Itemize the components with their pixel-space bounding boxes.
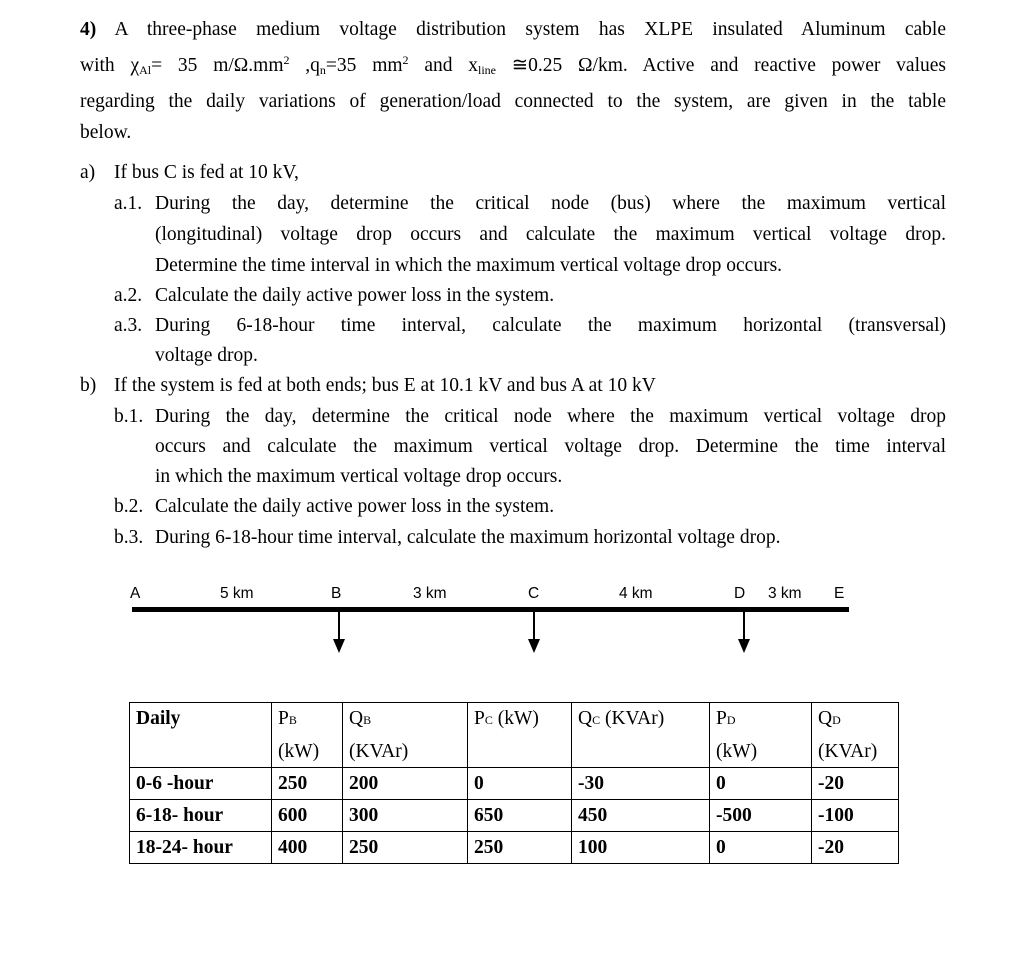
bus-e-label: E: [834, 585, 845, 602]
load-c-arrow-icon: [528, 639, 540, 653]
part-b1-line1: During the day, determine the critical node where the maximum vertical voltage drop: [155, 406, 946, 427]
part-a2-text: Calculate the daily active power loss in the system.: [155, 285, 555, 306]
cell-qd: -20: [812, 832, 899, 864]
part-a3-label: a.3.: [114, 315, 143, 336]
cell-pb: 400: [272, 832, 343, 864]
cell-pb: 600: [272, 800, 343, 832]
problem-statement: [80, 14, 946, 148]
cell-pc: 0: [468, 768, 572, 800]
cell-qc: 100: [572, 832, 710, 864]
cell-qd: -20: [812, 768, 899, 800]
bus-b-label: B: [331, 585, 342, 602]
intro-line-3: regarding the daily variations of generation/load connected to the system, are given in the table: [80, 91, 946, 112]
cell-pb: 250: [272, 768, 343, 800]
chi-symbol: χ: [130, 55, 140, 76]
part-a3-line1: During 6-18-hour time interval, calculate the maximum horizontal (transversal): [155, 315, 946, 336]
header-qc: QC (KVAr): [572, 703, 710, 768]
header-qb: QB (KVAr): [343, 703, 468, 768]
intro-line-1: 4) A three-phase medium voltage distribution system has XLPE insulated Aluminum cable: [80, 19, 946, 40]
cell-qb: 250: [343, 832, 468, 864]
intro-line-2: with $\chi_{Al}= 35$ $m/\Omega.mm^2$ $,q_n=35$ $mm^2$ and $x_{line}$ ≅0.25 Ω/km. Active and reactive power values: [80, 53, 946, 77]
header-qd: QD (KVAr): [812, 703, 899, 768]
load-c-arrow-stem: [533, 612, 535, 642]
cell-qc: 450: [572, 800, 710, 832]
segment-cd-length: 4 km: [619, 585, 653, 602]
part-b1-line2: occurs and calculate the maximum vertical voltage drop. Determine the time interval: [155, 436, 946, 457]
part-a1-line2: (longitudinal) voltage drop occurs and calculate the maximum vertical voltage drop.: [155, 224, 946, 245]
part-b1-label: b.1.: [114, 406, 144, 427]
part-a1-line3: Determine the time interval in which the maximum vertical voltage drop occurs.: [155, 255, 783, 276]
power-table: [129, 702, 899, 864]
cell-period: 18-24- hour: [130, 832, 272, 864]
cell-period: 6-18- hour: [130, 800, 272, 832]
intro-line-4: below.: [80, 122, 132, 143]
cell-pd: -500: [710, 800, 812, 832]
problem-number: 4): [80, 19, 97, 40]
part-a1-label: a.1.: [114, 193, 143, 214]
segment-de-length: 3 km: [768, 585, 802, 602]
part-b2-text: Calculate the daily active power loss in the system.: [155, 496, 555, 517]
part-b3-label: b.3.: [114, 527, 144, 548]
part-b3-text: During 6-18-hour time interval, calculate the maximum horizontal voltage drop.: [155, 527, 781, 548]
part-a-label: a): [80, 162, 96, 183]
cell-pc: 650: [468, 800, 572, 832]
segment-bc-length: 3 km: [413, 585, 447, 602]
table-row: [130, 768, 899, 800]
table-row: [130, 800, 899, 832]
bus-d-label: D: [734, 585, 746, 602]
part-a1-line1: During the day, determine the critical node (bus) where the maximum vertical: [155, 193, 946, 214]
cell-pd: 0: [710, 768, 812, 800]
part-b1-line3: in which the maximum vertical voltage drop occurs.: [155, 466, 563, 487]
segment-ab-length: 5 km: [220, 585, 254, 602]
table-header-row: [130, 703, 899, 768]
bus-a-label: A: [130, 585, 141, 602]
cell-qb: 300: [343, 800, 468, 832]
cell-qb: 200: [343, 768, 468, 800]
load-d-arrow-icon: [738, 639, 750, 653]
cell-qc: -30: [572, 768, 710, 800]
part-a-text: If bus C is fed at 10 kV,: [114, 162, 299, 183]
bus-c-label: C: [528, 585, 540, 602]
part-b-label: b): [80, 375, 97, 396]
table-row: [130, 832, 899, 864]
load-b-arrow-stem: [338, 612, 340, 642]
cell-qd: -100: [812, 800, 899, 832]
cell-period: 0-6 -hour: [130, 768, 272, 800]
header-pb: PB (kW): [272, 703, 343, 768]
feeder-line: [132, 607, 849, 612]
part-a2-label: a.2.: [114, 285, 143, 306]
header-pc: PC (kW): [468, 703, 572, 768]
load-b-arrow-icon: [333, 639, 345, 653]
cell-pd: 0: [710, 832, 812, 864]
part-a3-line2: voltage drop.: [155, 345, 258, 366]
cell-pc: 250: [468, 832, 572, 864]
part-b2-label: b.2.: [114, 496, 144, 517]
header-pd: PD (kW): [710, 703, 812, 768]
load-d-arrow-stem: [743, 612, 745, 642]
part-b-text: If the system is fed at both ends; bus E at 10.1 kV and bus A at 10 kV: [114, 375, 656, 396]
header-daily: Daily: [130, 703, 272, 768]
